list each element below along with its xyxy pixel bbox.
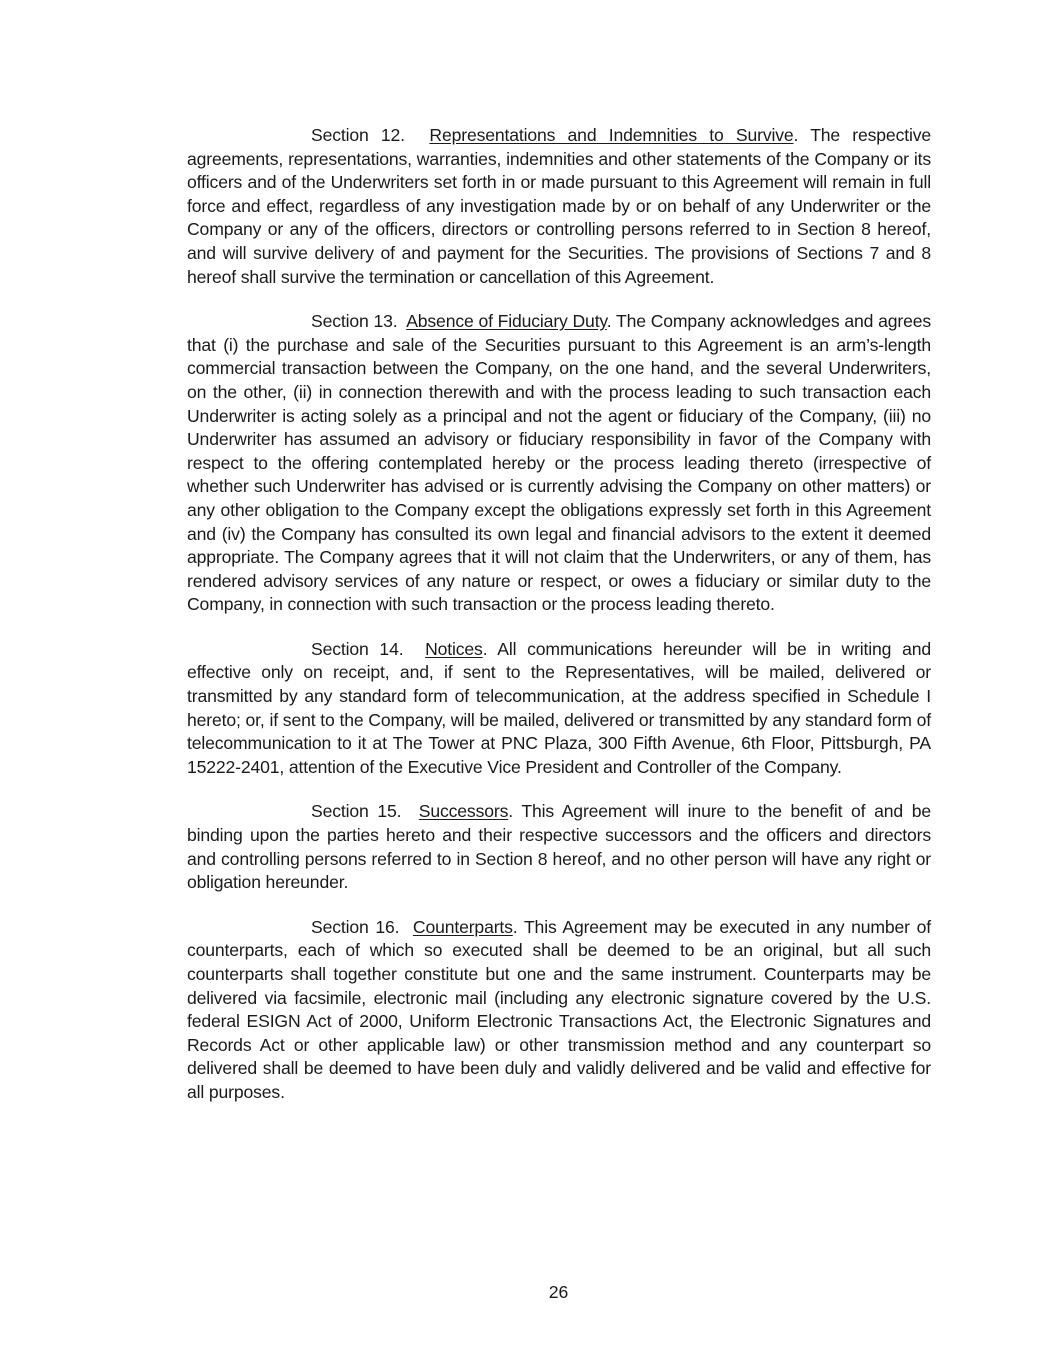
section-14-heading: Notices	[425, 638, 483, 659]
section-12-label: Section 12.	[311, 125, 405, 145]
section-16-label: Section 16.	[311, 916, 400, 937]
section-13-paragraph	[187, 310, 931, 617]
section-15-heading: Successors	[418, 801, 509, 822]
section-13-label: Section 13.	[311, 311, 398, 332]
section-16-heading: Counterparts	[412, 916, 513, 937]
section-15-text: . This Agreement will inure to the benefit of and be binding upon the parties hereto and their respective successors and the officers and directors and controlling persons referred to in Section 8 hereof, and no other person will have any right or obligation hereunder.	[187, 801, 931, 893]
section-14-paragraph	[187, 638, 931, 780]
section-15-label: Section 15.	[311, 801, 402, 822]
section-15-paragraph	[187, 800, 931, 894]
section-14-text: . All communications hereunder will be in writing and effective only on receipt, and, if sent to the Representatives, will be mailed, delivered or transmitted by any standard form of telecommunication, at the address specified in Schedule I hereto; or, if sent to the Company, will be mailed, delivered or transmitted by any standard form of telecommunication to it at The Tower at PNC Plaza, 300 Fifth Avenue, 6th Floor, Pittsburgh, PA 15222-2401, attention of the Executive Vice President and Controller of the Company.	[187, 638, 932, 777]
section-16-paragraph	[187, 916, 931, 1105]
section-12-text: . The respective agreements, representations, warranties, indemnities and other statements of the Company or its officers and of the Underwriters set forth in or made pursuant to this Agreement will remain in full force and effect, regardless of any investigation made by or on behalf of any Underwriter or the Company or any of the officers, directors or controlling persons referred to in Section 8 hereof, and will survive delivery of and payment for the Securities. The provisions of Sections 7 and 8 hereof shall survive the termination or cancellation of this Agreement.	[187, 125, 931, 287]
section-12-heading: Representations and Indemnities to Survive	[429, 125, 794, 145]
section-13-heading: Absence of Fiduciary Duty	[406, 311, 607, 332]
document-body	[187, 124, 931, 1126]
section-16-text: . This Agreement may be executed in any number of counterparts, each of which so executed shall be deemed to be an original, but all such counterparts shall together constitute but one and the same instrument. Counterparts may be delivered via facsimile, electronic mail (including any electronic signature covered by the U.S. federal ESIGN Act of 2000, Uniform Electronic Transactions Act, the Electronic Signatures and Records Act or other applicable law) or other transmission method and any counterpart so delivered shall be deemed to have been duly and validly delivered and be valid and effective for all purposes.	[187, 916, 931, 1102]
section-13-text: . The Company acknowledges and agrees that (i) the purchase and sale of the Securities pursuant to this Agreement is an arm’s-length commercial transaction between the Company, on the one hand, and the several Underwriters, on the other, (ii) in connection therewith and with the process leading to such transaction each Underwriter is acting solely as a principal and not the agent or fiduciary of the Company, (iii) no Underwriter has assumed an advisory or fiduciary responsibility in favor of the Company with respect to the offering contemplated hereby or the process leading thereto (irrespective of whether such Underwriter has advised or is currently advising the Company on other matters) or any other obligation to the Company except the obligations expressly set forth in this Agreement and (iv) the Company has consulted its own legal and financial advisors to the extent it deemed appropriate. The Company agrees that it will not claim that the Underwriters, or any of them, has rendered advisory services of any nature or respect, or owes a fiduciary or similar duty to the Company, in connection with such transaction or the process leading thereto.	[187, 311, 931, 615]
section-14-label: Section 14.	[311, 638, 404, 659]
page-number: 26	[548, 1282, 569, 1302]
section-12-paragraph	[187, 124, 931, 289]
